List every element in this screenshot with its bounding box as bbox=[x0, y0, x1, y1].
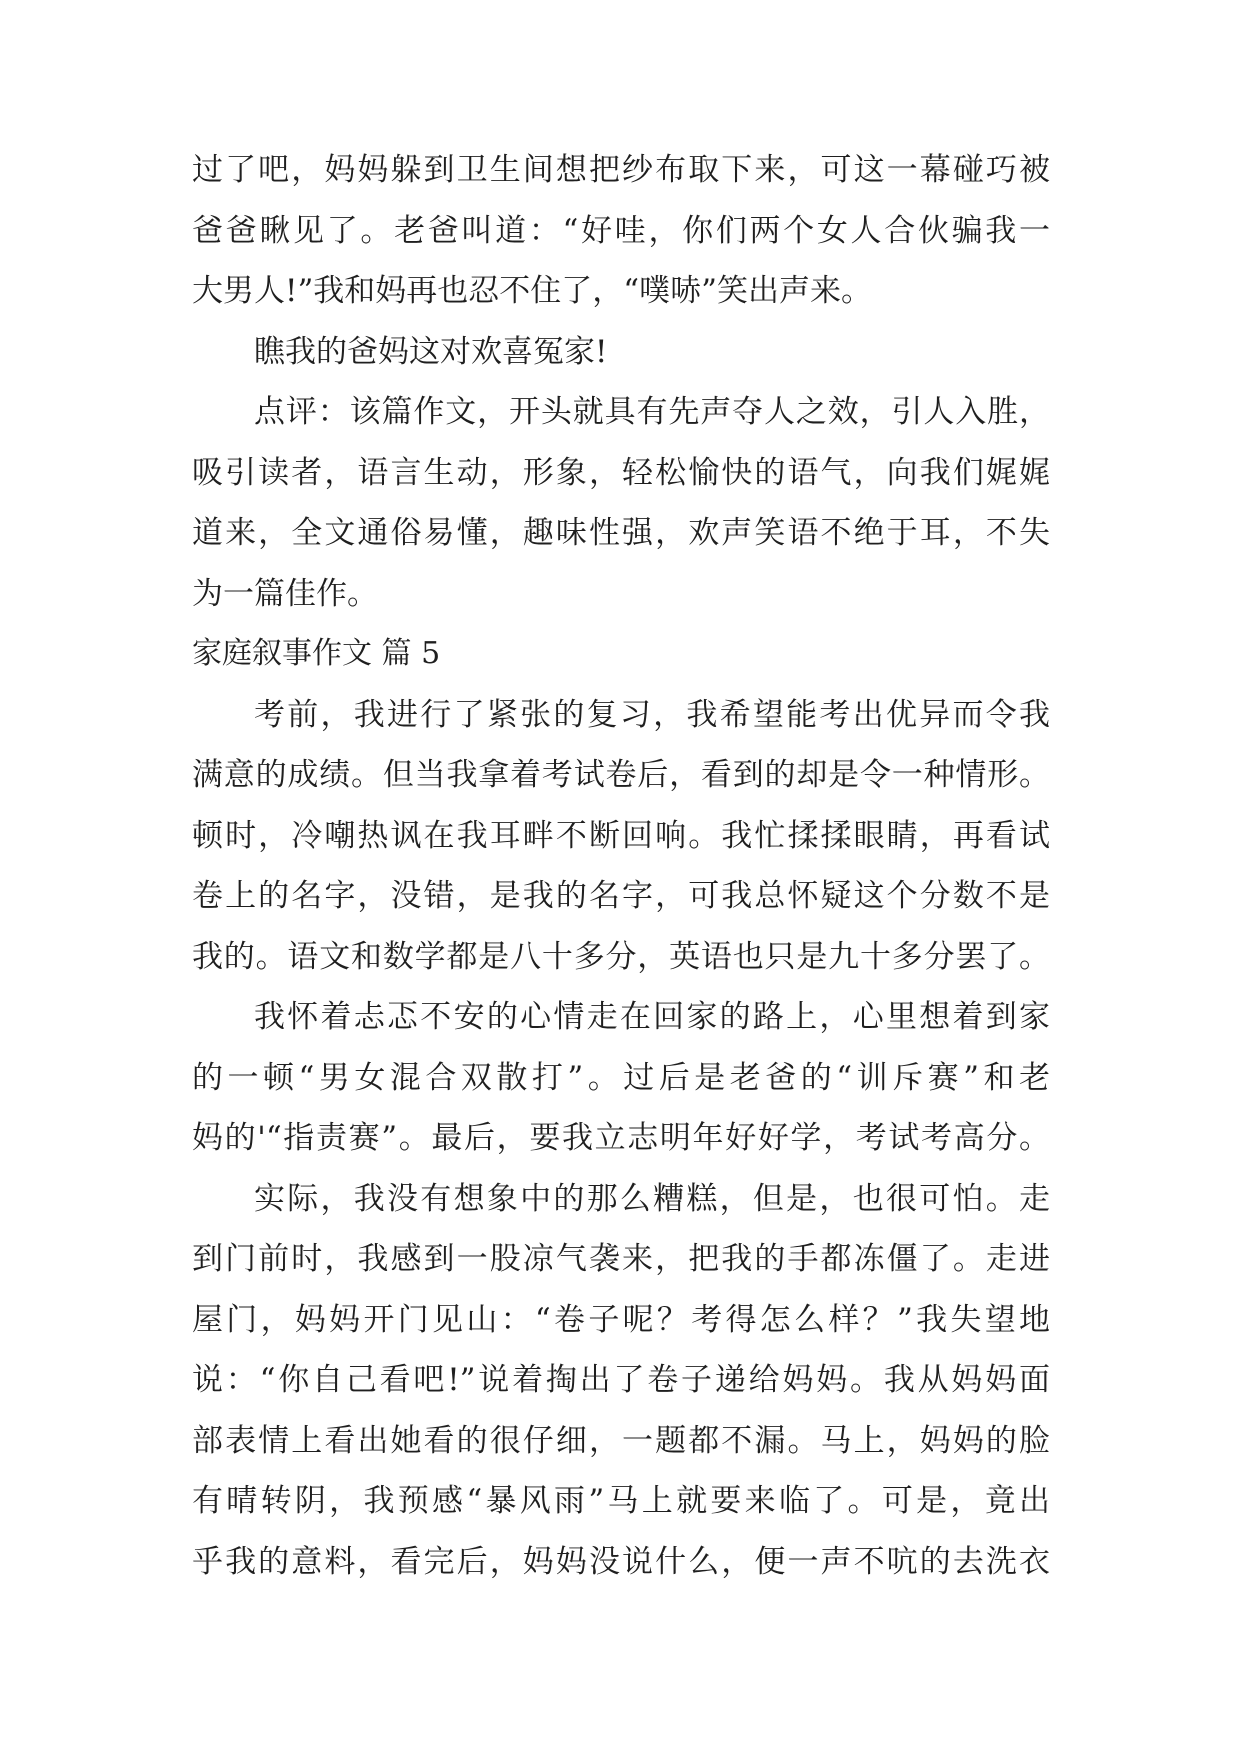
text-line: 顿时，冷嘲热讽在我耳畔不断回响。我忙揉揉眼睛，再看试 bbox=[192, 817, 1050, 854]
text-line: 屋门，妈妈开门见山：“卷子呢？考得怎么样？”我失望地 bbox=[192, 1301, 1050, 1338]
text-line: 乎我的意料，看完后，妈妈没说什么，便一声不吭的去洗衣 bbox=[192, 1543, 1050, 1580]
paragraph-2 bbox=[192, 322, 1050, 383]
text-line: 部表情上看出她看的很仔细，一题都不漏。马上，妈妈的脸 bbox=[192, 1422, 1050, 1459]
text-line: 我怀着忐忑不安的心情走在回家的路上，心里想着到家 bbox=[254, 999, 1050, 1035]
paragraph-6 bbox=[192, 1169, 1050, 1593]
text-line: 妈的'“指责赛”。最后，要我立志明年好好学，考试考高分。 bbox=[192, 1120, 1050, 1156]
document-body bbox=[192, 140, 1050, 1592]
text-line: 我的。语文和数学都是八十多分，英语也只是九十多分罢了。 bbox=[192, 938, 1050, 975]
text-line: 大男人!”我和妈再也忍不住了，“噗哧”笑出声来。 bbox=[192, 273, 872, 309]
text-line: 考前，我进行了紧张的复习，我希望能考出优异而令我 bbox=[254, 696, 1050, 733]
text-line: 说：“你自己看吧!”说着掏出了卷子递给妈妈。我从妈妈面 bbox=[192, 1362, 1050, 1398]
text-line: 的一顿“男女混合双散打”。过后是老爸的“训斥赛”和老 bbox=[192, 1059, 1050, 1096]
text-line: 满意的成绩。但当我拿着考试卷后，看到的却是令一种情形。 bbox=[192, 757, 1050, 793]
text-line: 到门前时，我感到一股凉气袭来，把我的手都冻僵了。走进 bbox=[192, 1241, 1050, 1277]
text-line: 过了吧，妈妈躲到卫生间想把纱布取下来，可这一幕碰巧被 bbox=[192, 152, 1050, 188]
text-line: 实际，我没有想象中的那么糟糕，但是，也很可怕。走 bbox=[254, 1180, 1050, 1217]
paragraph-1 bbox=[192, 140, 1050, 322]
paragraph-commentary bbox=[192, 382, 1050, 624]
section-heading: 家庭叙事作文 篇 5 bbox=[192, 636, 441, 671]
paragraph-5 bbox=[192, 987, 1050, 1169]
text-line: 卷上的名字，没错，是我的名字，可我总怀疑这个分数不是 bbox=[192, 878, 1050, 914]
text-line: 瞧我的爸妈这对欢喜冤家! bbox=[254, 333, 608, 370]
text-line: 点评：该篇作文，开头就具有先声夺人之效，引人入胜， bbox=[254, 394, 1050, 430]
text-line: 道来，全文通俗易懂，趣味性强，欢声笑语不绝于耳，不失 bbox=[192, 515, 1050, 551]
text-line: 为一篇佳作。 bbox=[192, 575, 378, 612]
text-line: 吸引读者，语言生动，形象，轻松愉快的语气，向我们娓娓 bbox=[192, 454, 1050, 491]
paragraph-4 bbox=[192, 685, 1050, 988]
text-line: 有晴转阴，我预感“暴风雨”马上就要来临了。可是，竟出 bbox=[192, 1483, 1050, 1519]
text-line: 爸爸瞅见了。老爸叫道：“好哇，你们两个女人合伙骗我一 bbox=[192, 212, 1050, 249]
